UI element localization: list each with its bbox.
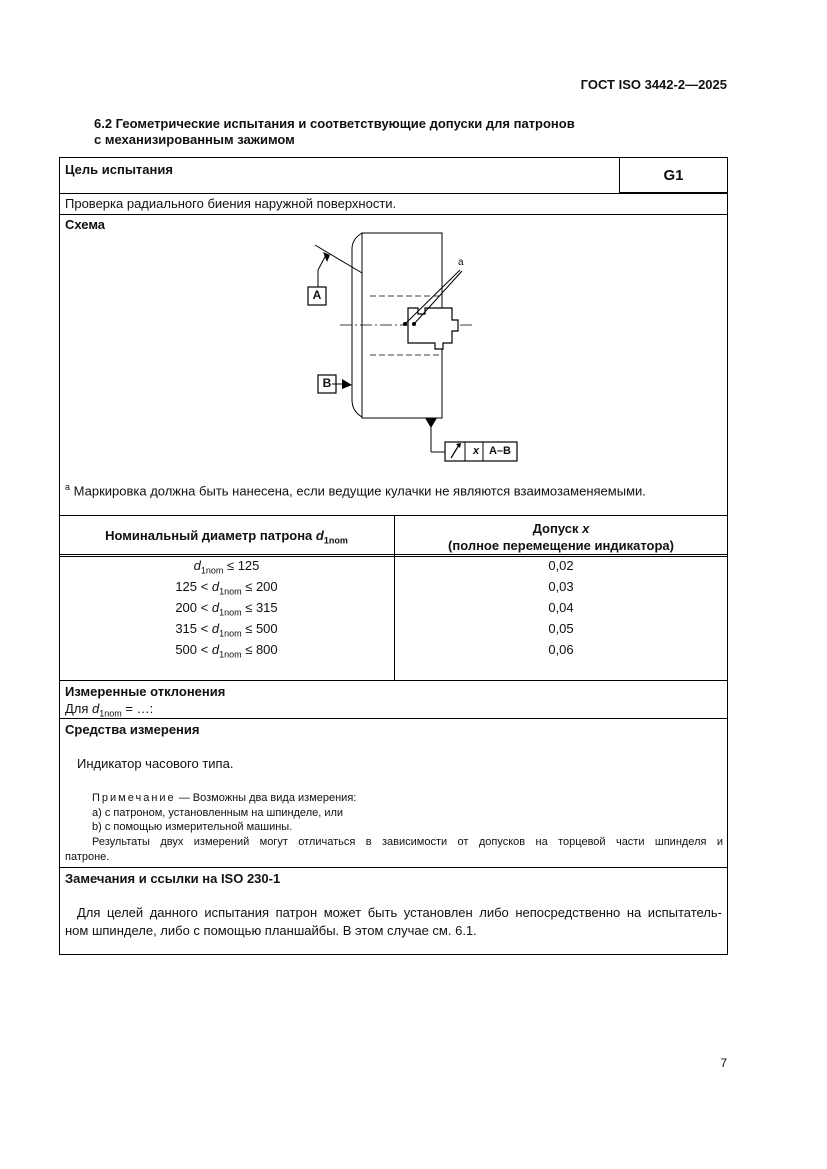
datum-a-label: A (312, 288, 322, 302)
divider (59, 680, 728, 681)
remarks-line1: Для целей данного испытания патрон может быть установлен либо непосредственно на испытатель- (77, 905, 722, 920)
col1-header-text: Номинальный диаметр патрона (105, 528, 316, 543)
section-title-line2: с механизированным зажимом (94, 132, 295, 147)
table-row: $125 < d_{1nom} \le 200$ (175, 579, 278, 597)
remarks-label: Замечания и ссылки на ISO 230-1 (65, 871, 281, 886)
table-row: $200 < d_{1nom} \le 315$ (175, 600, 278, 618)
scheme-label: Схема (65, 217, 106, 232)
remarks-line2: ном шпинделе, либо с помощью планшайбы. В этом случае см. 6.1. (65, 923, 477, 938)
divider (59, 867, 728, 868)
table-cell-tolerance: 0,06 (548, 642, 574, 657)
test-code-box: G1 (619, 157, 728, 193)
table-col2-header (394, 520, 728, 554)
col2-header-symbol: x (582, 521, 590, 536)
tolerance-frame-datum: A–B (488, 445, 511, 457)
measurement-scheme-diagram (290, 225, 530, 465)
table-cell-tolerance: 0,03 (548, 579, 574, 594)
note-result-line1: Результаты двух измерений могут отличаться в зависимости от допусков на торцевой части шпинделя и (92, 836, 723, 848)
col2-header-line1 (394, 520, 728, 537)
col2-header-text: Допуск (532, 521, 583, 536)
table-cell-tolerance: 0,04 (548, 600, 574, 615)
divider (59, 556, 728, 557)
note-result-line2: патроне. (65, 851, 110, 863)
footnote-mark: a (65, 482, 71, 492)
col1-header-sub: 1nom (323, 535, 348, 546)
table-row: $315 < d_{1nom} \le 500$ (175, 621, 278, 639)
page-number: 7 (720, 1056, 727, 1070)
tolerance-frame-x: x (472, 445, 480, 457)
document-code: ГОСТ ISO 3442-2—2025 (580, 77, 727, 92)
datum-b-label: B (322, 376, 332, 390)
table-row: $d_{1nom} \le 125$ (193, 558, 260, 576)
note-text: — Возможны два вида измерения: (175, 792, 357, 804)
table-cell-tolerance: 0,05 (548, 621, 574, 636)
scheme-footnote (65, 482, 646, 498)
divider (59, 718, 728, 719)
measured-label: Измеренные отклонения (65, 684, 226, 699)
marker-a-label: a (458, 257, 464, 268)
goal-text: Проверка радиального биения наружной поверхности. (65, 196, 397, 211)
divider (59, 193, 728, 194)
table-row: $500 < d_{1nom} \le 800$ (175, 642, 278, 660)
col1-header-symbol: d (315, 528, 324, 543)
table-col1-header (59, 528, 394, 546)
note-item-a: a) с патроном, установленным на шпинделе, или (92, 807, 344, 819)
section-title (94, 116, 694, 148)
measured-for-text: Для $d_{1nom}$ = …: (65, 701, 154, 719)
note-word: Примечание (92, 792, 176, 804)
section-title-line1: 6.2 Геометрические испытания и соответствующие допуски для патронов (94, 116, 575, 131)
note-item-b: b) с помощью измерительной машины. (92, 821, 293, 833)
instruments-text: Индикатор часового типа. (77, 756, 234, 771)
divider (59, 214, 728, 215)
table-diameter-column (59, 558, 394, 663)
instruments-note (92, 791, 356, 805)
divider (59, 554, 728, 555)
table-tolerance-column (394, 558, 728, 663)
footnote-text: Маркировка должна быть нанесена, если ведущие кулачки не являются взаимозаменяемыми. (70, 483, 646, 499)
col2-header-line2: (полное перемещение индикатора) (448, 538, 674, 553)
instruments-label: Средства измерения (65, 722, 200, 737)
table-cell-tolerance: 0,02 (548, 558, 574, 573)
goal-label: Цель испытания (65, 162, 173, 177)
